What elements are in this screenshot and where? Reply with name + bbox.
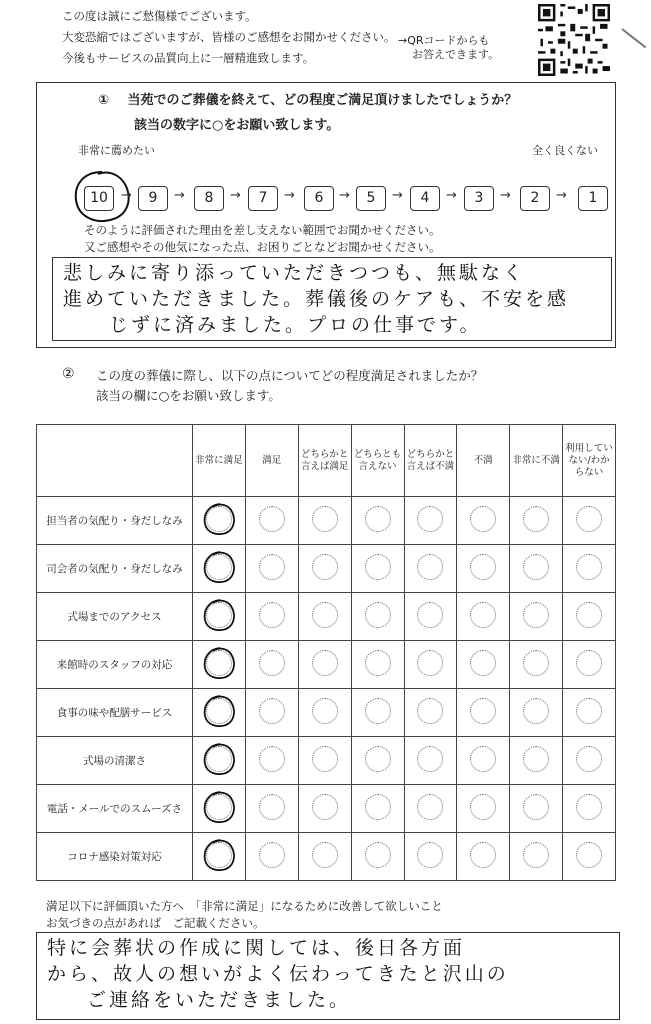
rating-cell[interactable] <box>510 641 563 689</box>
rating-cell[interactable] <box>510 497 563 545</box>
rating-cell[interactable] <box>193 833 246 881</box>
rating-cell[interactable] <box>351 641 404 689</box>
column-header: どちらとも言えない <box>351 425 404 497</box>
hand-circle-mark <box>200 692 238 730</box>
arrow-right-icon: → <box>284 188 295 203</box>
handwritten-line: 進めていただきました。葬儀後のケアも、不安を感 <box>63 288 570 310</box>
rating-cell[interactable] <box>404 641 457 689</box>
rating-cell[interactable] <box>193 689 246 737</box>
rating-cell[interactable] <box>193 641 246 689</box>
scale-option-10[interactable]: 10 <box>84 186 114 211</box>
rating-cell[interactable] <box>457 737 510 785</box>
rating-cell[interactable] <box>193 593 246 641</box>
column-header: 非常に不満 <box>510 425 563 497</box>
row-label: 電話・メールでのスムーズさ <box>37 785 193 833</box>
reason-prompt-line: そのように評価された理由を差し支えない範囲でお聞かせください。 <box>84 223 441 237</box>
scan-mark <box>621 28 646 48</box>
option-circle[interactable] <box>576 746 602 772</box>
corner-cell <box>37 425 193 497</box>
rating-cell[interactable] <box>404 833 457 881</box>
option-circle[interactable] <box>312 650 338 676</box>
option-circle[interactable] <box>312 794 338 820</box>
option-circle[interactable] <box>259 602 285 628</box>
option-circle[interactable] <box>470 602 496 628</box>
option-circle[interactable] <box>576 602 602 628</box>
rating-cell[interactable] <box>351 785 404 833</box>
rating-cell[interactable] <box>351 497 404 545</box>
option-circle[interactable] <box>576 794 602 820</box>
scale-option-3[interactable]: 3 <box>464 186 494 211</box>
row-label: 式場の清潔さ <box>37 737 193 785</box>
table-row <box>37 737 616 785</box>
qr-note-line: →QRコードからも <box>398 34 490 47</box>
scale-option-8[interactable]: 8 <box>194 186 224 211</box>
rating-cell[interactable] <box>457 785 510 833</box>
rating-cell[interactable] <box>457 689 510 737</box>
option-circle[interactable] <box>576 506 602 532</box>
option-circle[interactable] <box>259 842 285 868</box>
rating-cell[interactable] <box>404 785 457 833</box>
option-circle[interactable] <box>417 746 443 772</box>
row-label: コロナ感染対策対応 <box>37 833 193 881</box>
selected-option[interactable] <box>206 746 232 772</box>
option-circle[interactable] <box>470 794 496 820</box>
selected-option[interactable] <box>206 698 232 724</box>
qr-note-line: お答えできます。 <box>412 48 500 61</box>
option-circle[interactable] <box>417 602 443 628</box>
option-circle[interactable] <box>470 698 496 724</box>
option-circle[interactable] <box>312 746 338 772</box>
rating-cell[interactable] <box>457 833 510 881</box>
arrow-right-icon: → <box>500 188 511 203</box>
rating-cell[interactable] <box>245 641 298 689</box>
question-2-text <box>96 366 483 406</box>
selected-option[interactable] <box>206 602 232 628</box>
rating-cell[interactable] <box>563 641 616 689</box>
rating-cell[interactable] <box>245 785 298 833</box>
option-circle[interactable] <box>523 602 549 628</box>
rating-cell[interactable] <box>298 641 351 689</box>
arrow-right-icon: → <box>339 188 350 203</box>
satisfaction-table <box>36 424 616 881</box>
rating-cell[interactable] <box>563 689 616 737</box>
rating-cell[interactable] <box>563 497 616 545</box>
option-circle[interactable] <box>523 794 549 820</box>
rating-cell[interactable] <box>193 545 246 593</box>
rating-cell[interactable] <box>563 737 616 785</box>
option-circle[interactable] <box>365 554 391 580</box>
option-circle[interactable] <box>259 650 285 676</box>
rating-cell[interactable] <box>510 545 563 593</box>
handwritten-line: じずに済みました。プロの仕事です。 <box>109 314 482 336</box>
option-circle[interactable] <box>470 554 496 580</box>
scale-option-6[interactable]: 6 <box>304 186 334 211</box>
option-circle[interactable] <box>523 506 549 532</box>
intro-line: 今後もサービスの品質向上に一層精進致します。 <box>62 51 315 65</box>
rating-cell[interactable] <box>298 593 351 641</box>
rating-cell[interactable] <box>245 593 298 641</box>
question-1-text: 当苑でのご葬儀を終えて、どの程度ご満足頂けましたでしょうか？ <box>127 93 518 108</box>
rating-cell[interactable] <box>351 833 404 881</box>
table-header-row <box>37 425 616 497</box>
rating-cell[interactable] <box>457 593 510 641</box>
option-circle[interactable] <box>576 554 602 580</box>
column-header: どちらかと言えば満足 <box>298 425 351 497</box>
option-circle[interactable] <box>365 698 391 724</box>
selected-option[interactable] <box>206 794 232 820</box>
rating-cell[interactable] <box>298 545 351 593</box>
option-circle[interactable] <box>576 650 602 676</box>
option-circle[interactable] <box>523 554 549 580</box>
rating-cell[interactable] <box>404 737 457 785</box>
qr-note <box>398 34 499 62</box>
improvement-prompt-line: お気づきの点があれば ご記載ください。 <box>46 916 265 930</box>
option-circle[interactable] <box>523 698 549 724</box>
intro-line: 大変恐縮ではございますが、皆様のご感想をお聞かせください。 <box>62 30 396 44</box>
rating-cell[interactable] <box>351 737 404 785</box>
scale-option-7[interactable]: 7 <box>248 186 278 211</box>
question-2-line: この度の葬儀に際し、以下の点についてどの程度満足されましたか？ <box>96 368 484 383</box>
table-row <box>37 545 616 593</box>
improvement-prompt-line: 満足以下に評価頂いた方へ 「非常に満足」になるために改善して欲しいこと <box>46 899 443 913</box>
scale-left-label: 非常に薦めたい <box>78 144 155 157</box>
option-circle[interactable] <box>470 506 496 532</box>
rating-cell[interactable] <box>298 785 351 833</box>
option-circle[interactable] <box>470 746 496 772</box>
rating-cell[interactable] <box>457 545 510 593</box>
intro-line: この度は誠にご愁傷様でございます。 <box>62 9 257 23</box>
selected-option[interactable] <box>206 554 232 580</box>
arrow-right-icon: → <box>556 188 567 203</box>
question-1-number: ① <box>98 93 110 108</box>
hand-circle-mark <box>200 596 238 634</box>
option-circle[interactable] <box>365 842 391 868</box>
question-1-instruction: 該当の数字に○をお願い致します。 <box>134 118 340 133</box>
handwritten-line: ご連絡をいただきました。 <box>87 989 352 1011</box>
hand-circle-mark <box>200 644 238 682</box>
hand-circle-mark <box>200 836 238 874</box>
option-circle[interactable] <box>365 602 391 628</box>
column-header: 満足 <box>245 425 298 497</box>
rating-cell[interactable] <box>193 785 246 833</box>
rating-cell[interactable] <box>298 833 351 881</box>
option-circle[interactable] <box>312 842 338 868</box>
question-2-line: 該当の欄に○をお願い致します。 <box>96 388 281 403</box>
option-circle[interactable] <box>312 602 338 628</box>
scale-right-label: 全く良くない <box>532 144 598 157</box>
hand-circle-mark <box>200 788 238 826</box>
scale-option-1[interactable]: 1 <box>578 186 608 211</box>
row-label: 食事の味や配膳サービス <box>37 689 193 737</box>
rating-cell[interactable] <box>404 545 457 593</box>
selected-option[interactable] <box>206 842 232 868</box>
improvement-prompt <box>46 898 443 932</box>
option-circle[interactable] <box>312 506 338 532</box>
table-row <box>37 785 616 833</box>
rating-cell[interactable] <box>298 689 351 737</box>
hand-circle-mark <box>200 500 238 538</box>
option-circle[interactable] <box>312 554 338 580</box>
improvement-answer-box[interactable] <box>36 932 620 1020</box>
table-row <box>37 689 616 737</box>
rating-cell[interactable] <box>510 689 563 737</box>
option-circle[interactable] <box>259 554 285 580</box>
option-circle[interactable] <box>365 794 391 820</box>
rating-cell[interactable] <box>351 593 404 641</box>
rating-scale <box>70 170 630 226</box>
rating-cell[interactable] <box>404 689 457 737</box>
question-1-title <box>98 90 517 112</box>
rating-cell[interactable] <box>404 497 457 545</box>
selected-option[interactable] <box>206 650 232 676</box>
rating-cell[interactable] <box>404 593 457 641</box>
rating-cell[interactable] <box>510 833 563 881</box>
option-circle[interactable] <box>523 650 549 676</box>
arrow-right-icon: → <box>121 188 132 203</box>
option-circle[interactable] <box>259 746 285 772</box>
scale-option-9[interactable]: 9 <box>138 186 168 211</box>
option-circle[interactable] <box>417 506 443 532</box>
rating-cell[interactable] <box>351 689 404 737</box>
option-circle[interactable] <box>417 650 443 676</box>
option-circle[interactable] <box>365 746 391 772</box>
column-header: 不満 <box>457 425 510 497</box>
option-circle[interactable] <box>470 842 496 868</box>
rating-cell[interactable] <box>245 689 298 737</box>
option-circle[interactable] <box>365 506 391 532</box>
hand-circle-mark <box>200 548 238 586</box>
rating-cell[interactable] <box>563 545 616 593</box>
rating-cell[interactable] <box>457 497 510 545</box>
handwritten-line: 特に会葬状の作成に関しては、後日各方面 <box>47 937 466 959</box>
table-row <box>37 641 616 689</box>
handwritten-line: から、故人の想いがよく伝わってきたと沢山の <box>47 963 509 985</box>
rating-cell[interactable] <box>351 545 404 593</box>
comment-answer-box[interactable] <box>52 257 612 341</box>
rating-cell[interactable] <box>193 497 246 545</box>
scale-option-5[interactable]: 5 <box>356 186 386 211</box>
rating-cell[interactable] <box>457 641 510 689</box>
scale-option-4[interactable]: 4 <box>410 186 440 211</box>
option-circle[interactable] <box>259 794 285 820</box>
rating-cell[interactable] <box>298 737 351 785</box>
option-circle[interactable] <box>417 842 443 868</box>
option-circle[interactable] <box>417 794 443 820</box>
reason-prompt <box>84 222 441 256</box>
rating-cell[interactable] <box>510 593 563 641</box>
rating-cell[interactable] <box>298 497 351 545</box>
row-label: 式場までのアクセス <box>37 593 193 641</box>
option-circle[interactable] <box>523 746 549 772</box>
option-circle[interactable] <box>259 698 285 724</box>
column-header: 利用していない/わからない <box>563 425 616 497</box>
intro-text <box>62 6 396 69</box>
qr-code[interactable] <box>538 4 610 76</box>
rating-cell[interactable] <box>563 833 616 881</box>
option-circle[interactable] <box>417 698 443 724</box>
option-circle[interactable] <box>417 554 443 580</box>
option-circle[interactable] <box>259 506 285 532</box>
option-circle[interactable] <box>523 842 549 868</box>
rating-cell[interactable] <box>245 497 298 545</box>
rating-cell[interactable] <box>510 737 563 785</box>
rating-cell[interactable] <box>510 785 563 833</box>
row-label: 担当者の気配り・身だしなみ <box>37 497 193 545</box>
rating-cell[interactable] <box>245 545 298 593</box>
rating-cell[interactable] <box>245 737 298 785</box>
arrow-right-icon: → <box>230 188 241 203</box>
option-circle[interactable] <box>365 650 391 676</box>
row-label: 司会者の気配り・身だしなみ <box>37 545 193 593</box>
question-2-number: ② <box>62 366 75 382</box>
rating-cell[interactable] <box>245 833 298 881</box>
option-circle[interactable] <box>470 650 496 676</box>
table-row <box>37 833 616 881</box>
rating-cell[interactable] <box>563 593 616 641</box>
arrow-right-icon: → <box>174 188 185 203</box>
selected-option[interactable] <box>206 506 232 532</box>
row-label: 来館時のスタッフの対応 <box>37 641 193 689</box>
option-circle[interactable] <box>576 698 602 724</box>
table-row <box>37 593 616 641</box>
scale-option-2[interactable]: 2 <box>520 186 550 211</box>
arrow-right-icon: → <box>446 188 457 203</box>
rating-cell[interactable] <box>563 785 616 833</box>
column-header: 非常に満足 <box>193 425 246 497</box>
option-circle[interactable] <box>576 842 602 868</box>
reason-prompt-line: 又ご感想やその他気になった点、お困りごとなどお聞かせください。 <box>84 240 441 254</box>
rating-cell[interactable] <box>193 737 246 785</box>
hand-circle-mark <box>200 740 238 778</box>
handwritten-line: 悲しみに寄り添っていただきつつも、無駄なく <box>63 262 526 284</box>
column-header: どちらかと言えば不満 <box>404 425 457 497</box>
table-row <box>37 497 616 545</box>
option-circle[interactable] <box>312 698 338 724</box>
arrow-right-icon: → <box>392 188 403 203</box>
